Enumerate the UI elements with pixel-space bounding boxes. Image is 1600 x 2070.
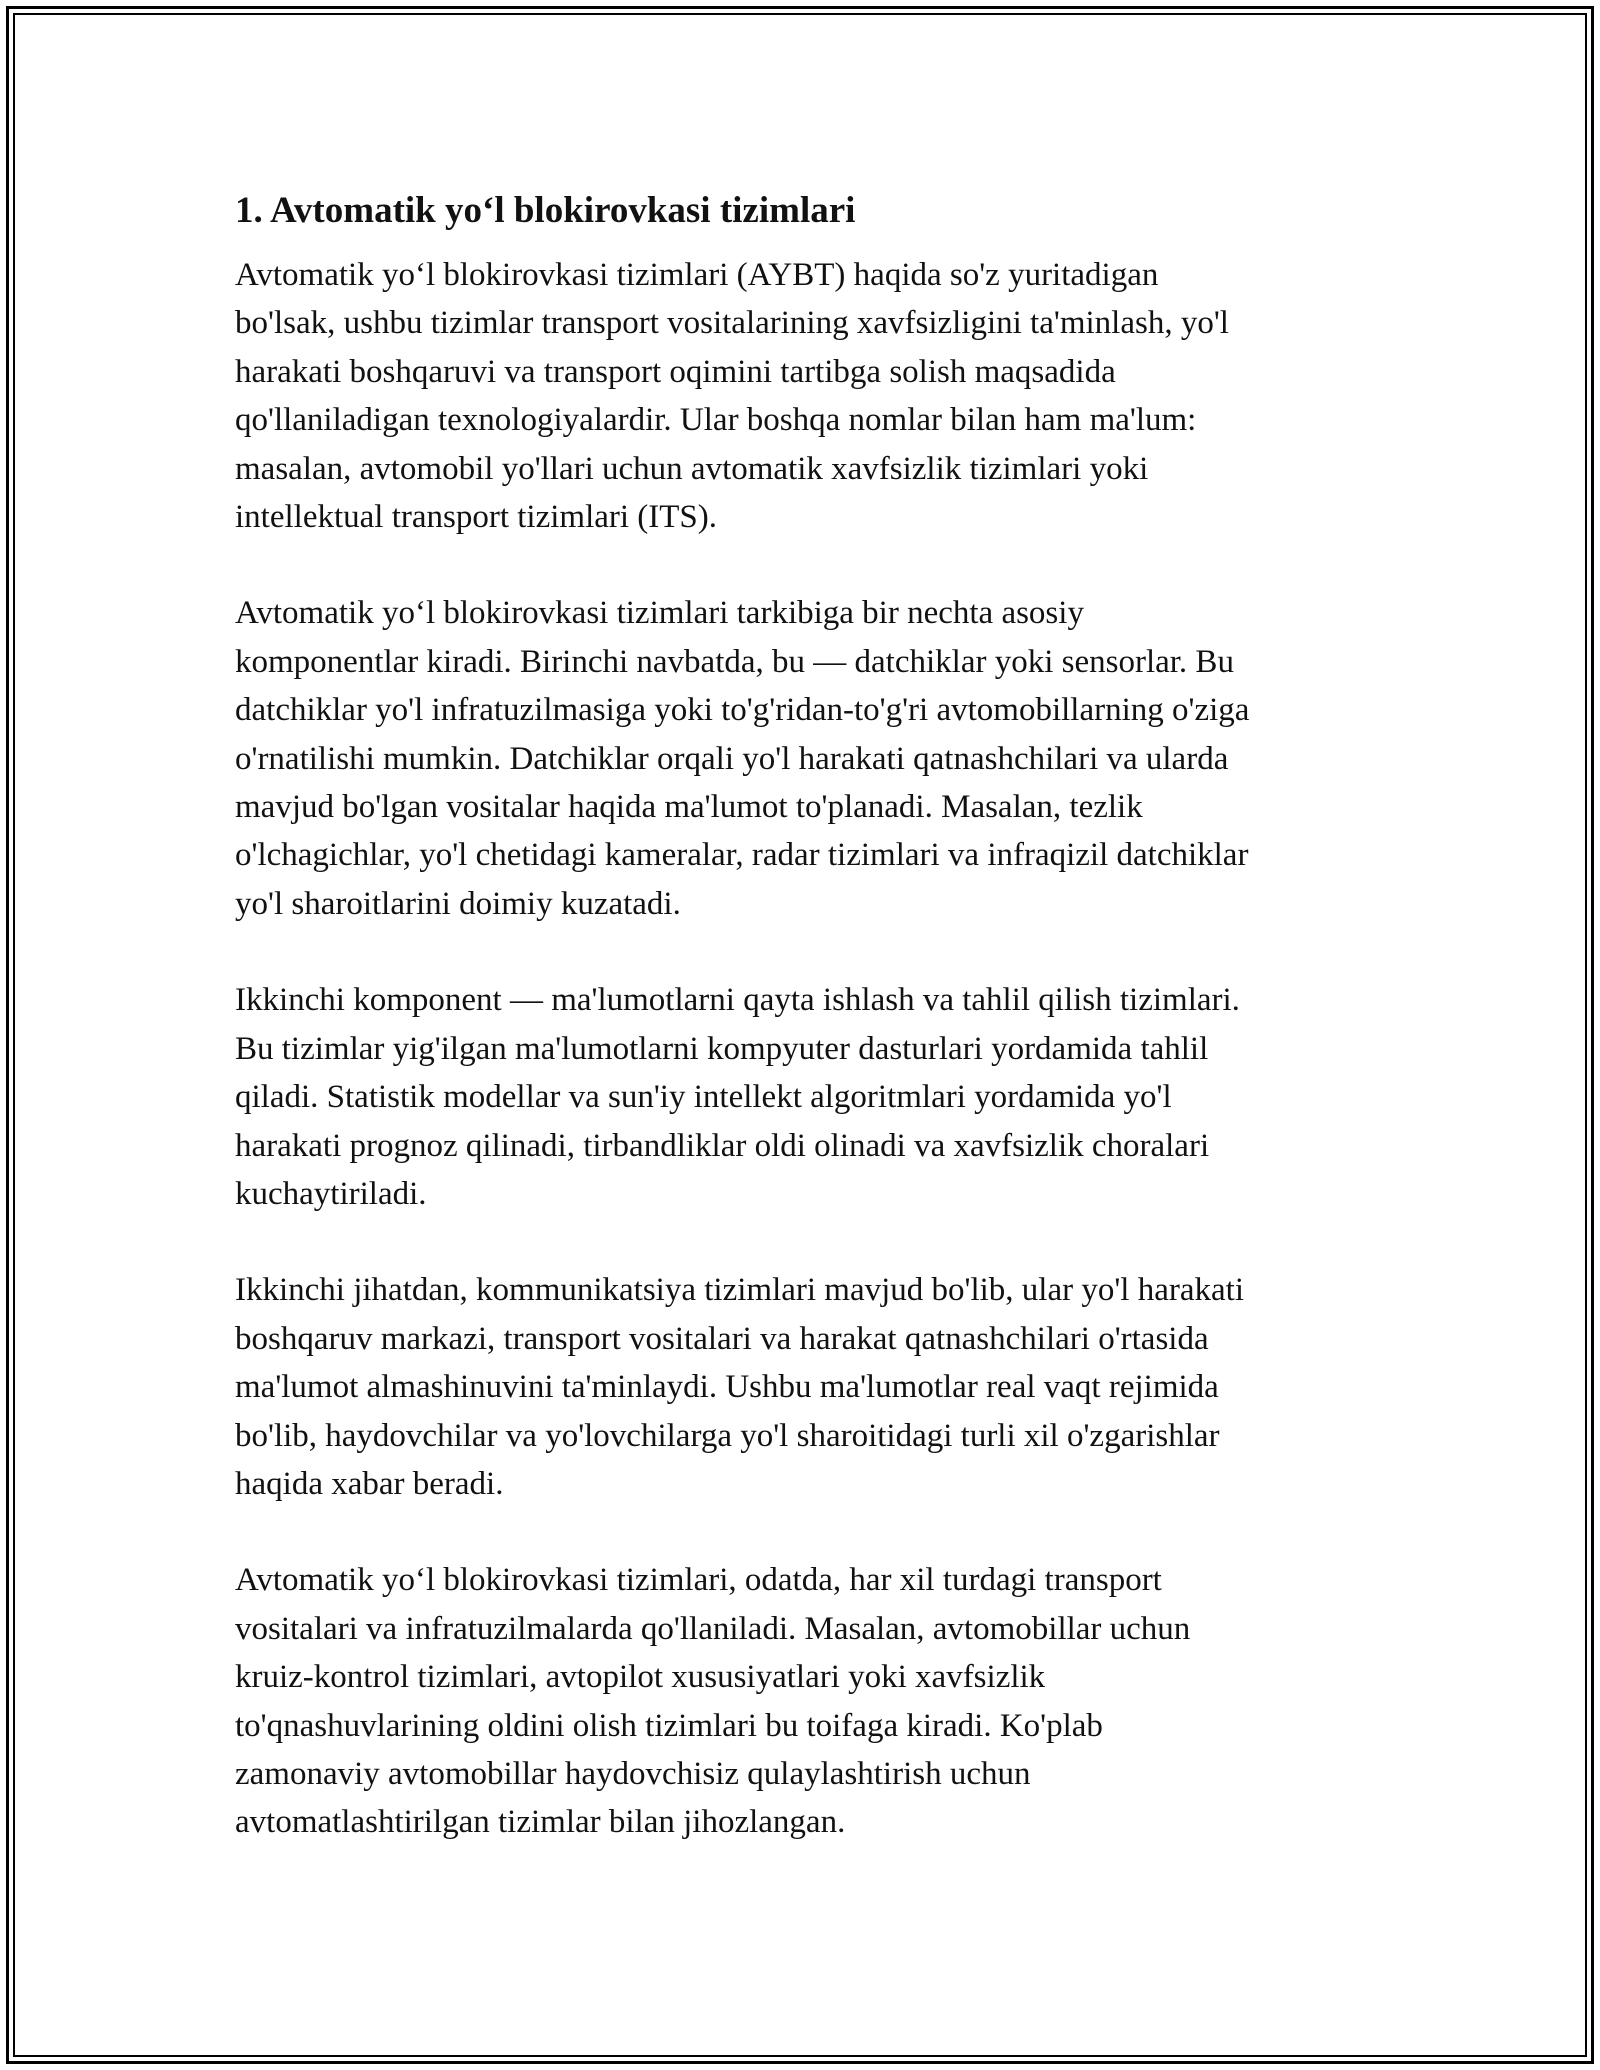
paragraph-line: qiladi. Statistik modellar va sun'iy intellekt algoritmlari yordamida yo'l (235, 1079, 1172, 1116)
paragraph-line: intellektual transport tizimlari (ITS). (235, 499, 718, 536)
paragraph-line: Ikkinchi komponent — ma'lumotlarni qayta ishlash va tahlil qilish tizimlari. (235, 982, 1240, 1019)
paragraph-line: vositalari va infratuzilmalarda qo'llaniladi. Masalan, avtomobillar uchun (235, 1610, 1191, 1647)
paragraph-line: harakati prognoz qilinadi, tirbandliklar oldi olinadi va xavfsizlik choralari (235, 1127, 1210, 1164)
paragraph-line: boshqaruv markazi, transport vositalari va harakat qatnashchilari o'rtasida (235, 1320, 1209, 1357)
paragraph-5 (235, 1556, 1375, 1846)
section-heading: 1. Avtomatik yo‘l blokirovkasi tizimlari (235, 190, 856, 231)
paragraph-line: avtomatlashtirilgan tizimlar bilan jihozlangan. (235, 1804, 846, 1841)
paragraph-line: mavjud bo'lgan vositalar haqida ma'lumot to'planadi. Masalan, tezlik (235, 789, 1143, 826)
paragraph-line: Bu tizimlar yig'ilgan ma'lumotlarni kompyuter dasturlari yordamida tahlil (235, 1030, 1209, 1067)
paragraph-line: bo'lsak, ushbu tizimlar transport vositalarining xavfsizligini ta'minlash, yo'l (235, 305, 1229, 342)
paragraph-line: datchiklar yo'l infratuzilmasiga yoki to'g'ridan-to'g'ri avtomobillarning o'ziga (235, 692, 1250, 729)
document-body (235, 185, 1375, 1895)
paragraph-line: kruiz-kontrol tizimlari, avtopilot xususiyatlari yoki xavfsizlik (235, 1659, 1046, 1696)
paragraph-line: zamonaviy avtomobillar haydovchisiz qulaylashtirish uchun (235, 1755, 1031, 1792)
paragraph-3 (235, 976, 1375, 1218)
paragraph-4 (235, 1266, 1375, 1508)
paragraph-line: qo'llaniladigan texnologiyalardir. Ular boshqa nomlar bilan ham ma'lum: (235, 402, 1197, 439)
paragraph-line: o'rnatilishi mumkin. Datchiklar orqali yo'l harakati qatnashchilari va ularda (235, 740, 1229, 777)
paragraph-line: masalan, avtomobil yo'llari uchun avtomatik xavfsizlik tizimlari yoki (235, 450, 1149, 487)
paragraph-line: harakati boshqaruvi va transport oqimini tartibga solish maqsadida (235, 353, 1116, 390)
paragraph-line: komponentlar kiradi. Birinchi navbatda, bu — datchiklar yoki sensorlar. Bu (235, 643, 1234, 680)
paragraph-line: haqida xabar beradi. (235, 1465, 504, 1502)
paragraph-line: Avtomatik yo‘l blokirovkasi tizimlari (AYBT) haqida so'z yuritadigan (235, 257, 1159, 293)
paragraph-line: Avtomatik yo‘l blokirovkasi tizimlari tarkibiga bir nechta asosiy (235, 595, 1084, 632)
paragraph-line: Ikkinchi jihatdan, kommunikatsiya tizimlari mavjud bo'lib, ular yo'l harakati (235, 1272, 1244, 1309)
paragraph-line: kuchaytiriladi. (235, 1175, 427, 1212)
paragraph-2 (235, 589, 1375, 928)
paragraph-line: o'lchagichlar, yo'l chetidagi kameralar, radar tizimlari va infraqizil datchiklar (235, 837, 1249, 874)
paragraph-1 (235, 251, 1375, 541)
paragraph-line: ma'lumot almashinuvini ta'minlaydi. Ushbu ma'lumotlar real vaqt rejimida (235, 1369, 1219, 1406)
paragraph-line: yo'l sharoitlarini doimiy kuzatadi. (235, 885, 681, 922)
paragraph-line: to'qnashuvlarining oldini olish tizimlari bu toifaga kiradi. Ko'plab (235, 1707, 1103, 1744)
paragraph-line: bo'lib, haydovchilar va yo'lovchilarga yo'l sharoitidagi turli xil o'zgarishlar (235, 1417, 1220, 1454)
paragraph-list (235, 251, 1375, 1847)
paragraph-line: Avtomatik yo‘l blokirovkasi tizimlari, odatda, har xil turdagi transport (235, 1562, 1162, 1599)
